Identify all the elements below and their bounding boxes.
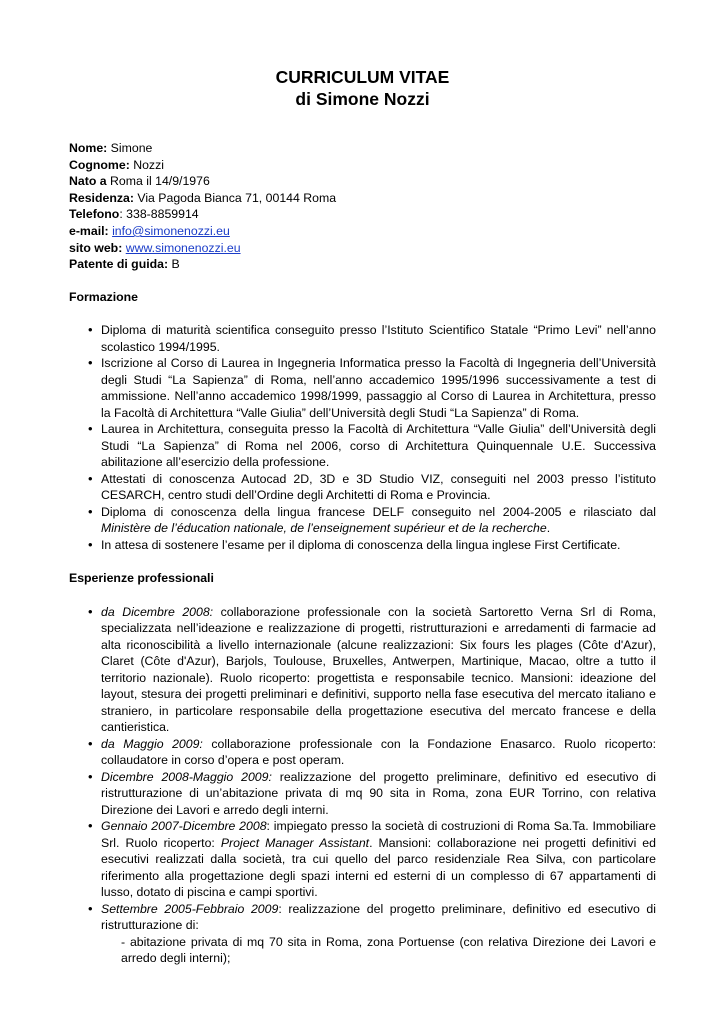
list-item: • Iscrizione al Corso di Laurea in Ingegneria Informatica presso la Facoltà di Ingegneria dell’Università degli Studi “La Sapienza” di Roma, nell’anno accademico 1995/1996 successivamente a test di ammissione. Nell’anno accademico 1998/1999, passaggio al Corso di Laurea in Architettura, presso la Facoltà di Architettura “Valle Giulia” dell’Università degli Studi “La Sapienza” di Roma. bbox=[69, 355, 656, 421]
page-title: CURRICULUM VITAE bbox=[275, 67, 450, 87]
list-item: • Diploma di maturità scientifica conseguito presso l’Istituto Scientifico Statale “Primo Levi” nell’anno scolastico 1994/1995. bbox=[69, 322, 656, 355]
info-web: sito web: www.simonenozzi.eu bbox=[69, 240, 241, 255]
cv-title bbox=[69, 66, 656, 110]
formazione-list bbox=[69, 322, 656, 553]
list-item: • Attestati di conoscenza Autocad 2D, 3D e 3D Studio VIZ, conseguiti nel 2003 presso l’istituto CESARCH, centro studi dell’Ordine degli Architetti di Roma e Provincia. bbox=[69, 471, 656, 504]
list-item: • Diploma di conoscenza della lingua francese DELF conseguito nel 2004-2005 e rilasciato dal Ministère de l’éducation nationale, de l’enseignement supérieur et de la recherche. bbox=[69, 504, 656, 537]
info-nato: Nato a Roma il 14/9/1976 bbox=[69, 174, 210, 189]
email-link[interactable]: info@simonenozzi.eu bbox=[112, 223, 230, 238]
info-nome: Nome: Simone bbox=[69, 141, 153, 155]
info-residenza: Residenza: Via Pagoda Bianca 71, 00144 Roma bbox=[69, 190, 337, 205]
section-heading-esperienze: Esperienze professionali bbox=[69, 571, 214, 586]
section-heading-formazione: Formazione bbox=[69, 289, 139, 304]
personal-info bbox=[69, 140, 656, 273]
website-link[interactable]: www.simonenozzi.eu bbox=[125, 240, 241, 255]
info-cognome: Cognome: Nozzi bbox=[69, 157, 164, 172]
info-patente: Patente di guida: B bbox=[69, 257, 180, 272]
page-subtitle: di Simone Nozzi bbox=[295, 89, 430, 109]
list-item: • In attesa di sostenere l’esame per il diploma di conoscenza della lingua inglese First Certificate. bbox=[69, 537, 656, 554]
esperienze-list bbox=[69, 604, 656, 934]
info-telefono: Telefono: 338-8859914 bbox=[69, 207, 199, 222]
list-item: • Laurea in Architettura, conseguita presso la Facoltà di Architettura “Valle Giulia” dell’Università degli Studi “La Sapienza” di Roma nel 2006, corso di Architettura Quinquennale U.E. Successiva abilitazione all’esercizio della professione. bbox=[69, 421, 656, 471]
sub-list-item: - abitazione privata di mq 70 sita in Roma, zona Portuense (con relativa Direzione dei Lavori e arredo degli interni); bbox=[121, 934, 656, 966]
list-item: • Dicembre 2008-Maggio 2009: realizzazione del progetto preliminare, definitivo ed esecutivo di ristrutturazione di un’abitazione privata di mq 90 sita in Roma, zona EUR Torrino, con relativa Direzione dei Lavori e arredo degli interni. bbox=[69, 769, 656, 819]
info-email: e-mail: info@simonenozzi.eu bbox=[69, 223, 230, 238]
list-item: • da Dicembre 2008: collaborazione professionale con la società Sartoretto Verna Srl di Roma, specializzata nell’ideazione e realizzazione di progetti, ristrutturazioni e arredamenti di farmacie ad alta riconoscibilità a livello internazionale (alcune realizzazioni: Six fours les plages (Côte d'Azur), Claret (Côte d'Azur), Barjols, Toulouse, Bruxelles, Antwerpen, Martinique, Macao, oltre a tutto il territorio nazionale). Ruolo ricoperto: progettista e responsabile tecnico. Mansioni: ideazione del layout, stesura dei progetti preliminari e definitivi, supporto nella fase esecutiva del mercato italiano e straniero, in particolare responsabile della progettazione esecutiva del mercato francese e della cantieristica. bbox=[69, 604, 656, 736]
list-item: • Gennaio 2007-Dicembre 2008: impiegato presso la società di costruzioni di Roma Sa.Ta. Immobiliare Srl. Ruolo ricoperto: Project Manager Assistant. Mansioni: collaborazione nei progetti definitivi ed esecutivi realizzati dalla società, tra cui quello del parco residenziale Rea Silva, con particolare riferimento alla progettazione degli spazi interni ed esterni di un complesso di 67 appartamenti di lusso, dotato di piscina e campi sportivi. bbox=[69, 818, 656, 901]
list-item: • da Maggio 2009: collaborazione professionale con la Fondazione Enasarco. Ruolo ricoperto: collaudatore in corso d’opera e post operam. bbox=[69, 736, 656, 769]
list-item: • Settembre 2005-Febbraio 2009: realizzazione del progetto preliminare, definitivo ed esecutivo di ristrutturazione di: bbox=[69, 901, 656, 934]
